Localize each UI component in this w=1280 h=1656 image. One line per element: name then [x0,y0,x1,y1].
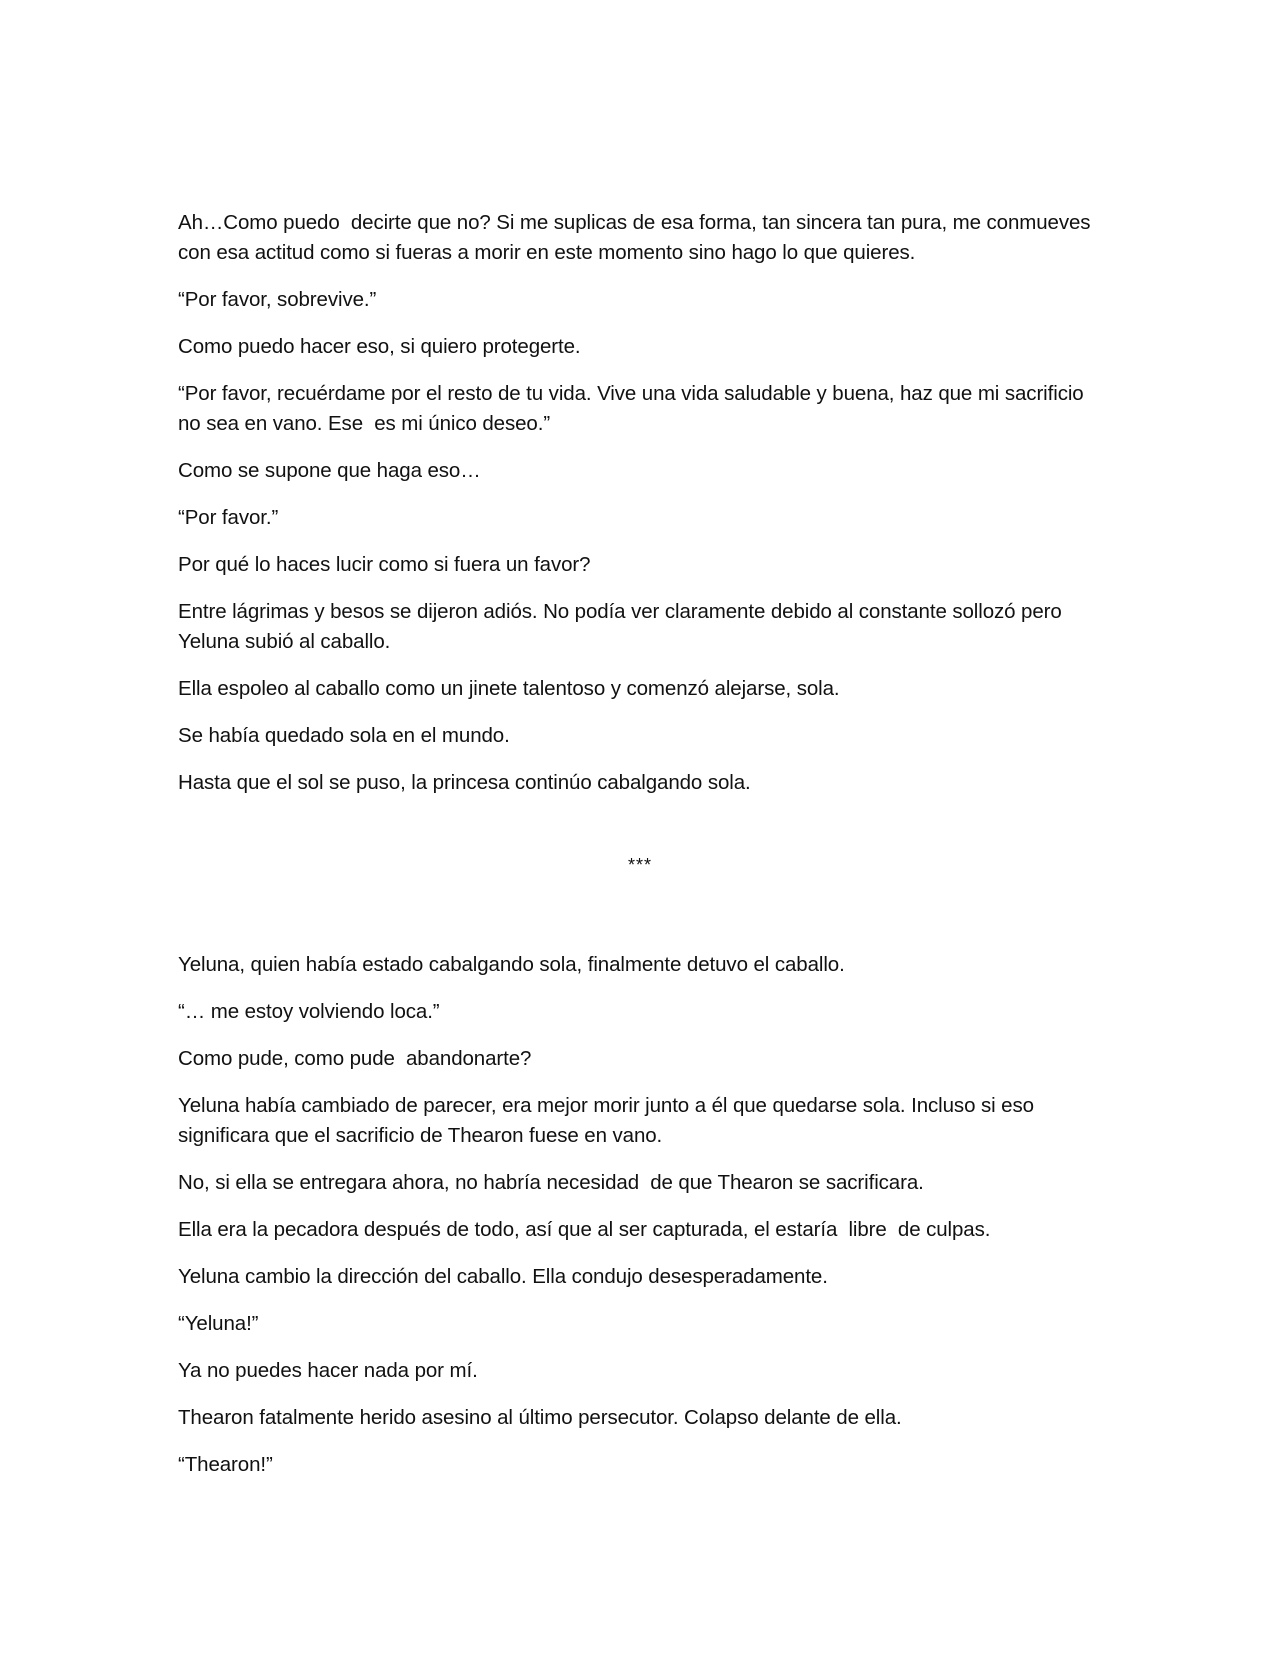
paragraph: Por qué lo haces lucir como si fuera un favor? [178,553,591,576]
paragraph: Como se supone que haga eso… [178,459,481,482]
paragraph: “Por favor, recuérdame por el resto de tu vida. Vive una vida saludable y buena, haz que mi sacrificio no sea en vano. Ese es mi único deseo.” [178,382,1090,435]
paragraph: Yeluna cambio la dirección del caballo. Ella condujo desesperadamente. [178,1265,828,1288]
paragraph: Thearon fatalmente herido asesino al último persecutor. Colapso delante de ella. [178,1406,902,1429]
paragraph: Hasta que el sol se puso, la princesa continúo cabalgando sola. [178,771,751,794]
paragraph: “Thearon!” [178,1453,273,1476]
paragraph: Como pude, como pude abandonarte? [178,1047,532,1070]
paragraph: Ya no puedes hacer nada por mí. [178,1359,478,1382]
text-section-before-break [178,208,1098,815]
paragraph: Yeluna había cambiado de parecer, era mejor morir junto a él que quedarse sola. Incluso si eso significara que el sacrificio de Thearon fuese en vano. [178,1094,1040,1147]
text-section-after-break [178,950,1098,1497]
paragraph: Entre lágrimas y besos se dijeron adiós. No podía ver claramente debido al constante sollozó pero Yeluna subió al caballo. [178,600,1067,653]
paragraph: Ella era la pecadora después de todo, así que al ser capturada, el estaría libre de culpas. [178,1218,991,1241]
paragraph: No, si ella se entregara ahora, no habría necesidad de que Thearon se sacrificara. [178,1171,924,1194]
paragraph: “Por favor.” [178,506,279,529]
paragraph: Ella espoleo al caballo como un jinete talentoso y comenzó alejarse, sola. [178,677,840,700]
paragraph: Se había quedado sola en el mundo. [178,724,510,747]
paragraph: “Por favor, sobrevive.” [178,288,377,311]
scene-break-separator: *** [627,855,652,875]
paragraph: Yeluna, quien había estado cabalgando sola, finalmente detuvo el caballo. [178,953,845,976]
paragraph: Como puedo hacer eso, si quiero protegerte. [178,335,581,358]
paragraph: “Yeluna!” [178,1312,259,1335]
paragraph: “… me estoy volviendo loca.” [178,1000,440,1023]
paragraph: Ah…Como puedo decirte que no? Si me suplicas de esa forma, tan sincera tan pura, me conmueves con esa actitud como si fueras a morir en este momento sino hago lo que quieres. [178,211,1097,264]
